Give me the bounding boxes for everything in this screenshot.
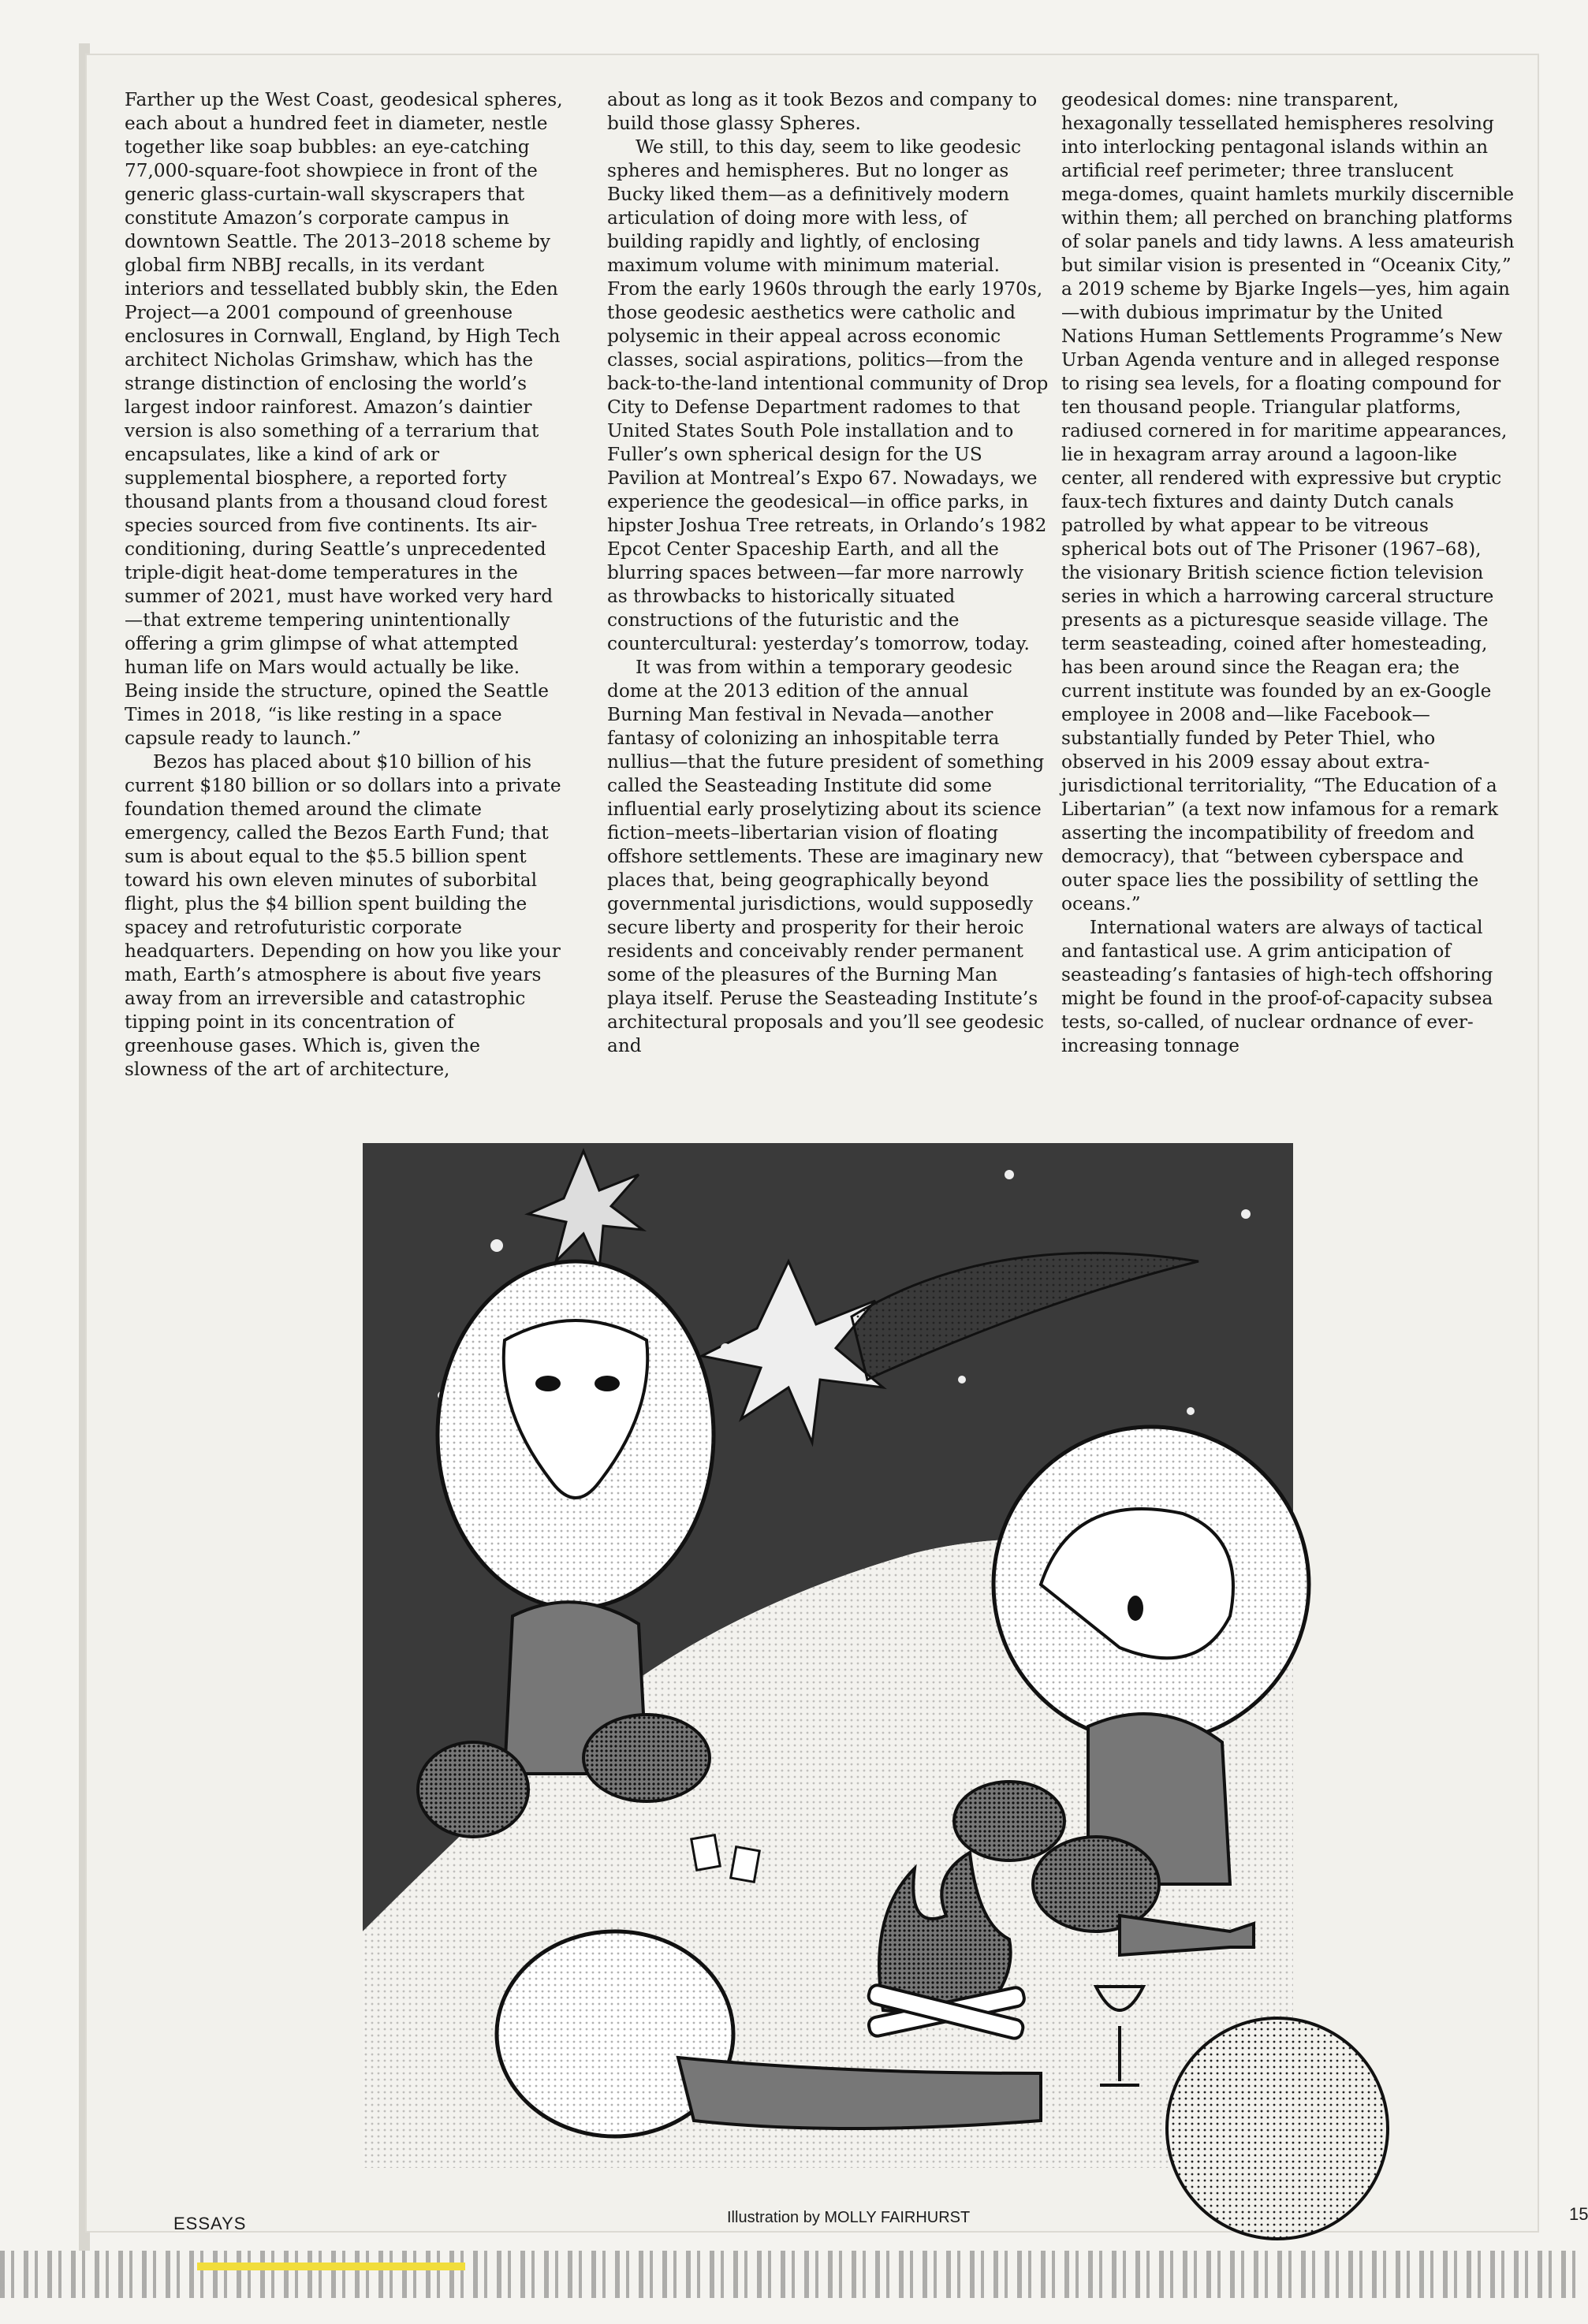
playing-card (731, 1847, 759, 1883)
paragraph: It was from within a temporary geodesic dome at the 2013 edition of the annual Burning Man festival in Nevada—another fantasy of colonizing an inhospitable terra nullius—that the future president of something called the Seasteading Institute did some influential early proselytizing about its science fiction–meets–libertarian vision of floating offshore settlements. These are imaginary new places that, being geographically beyond governmental jurisdictions, would supposedly secure liberty and prosperity for their heroic residents and conceivably render permanent some of the pleasures of the Burning Man playa itself. Peruse the Seasteading Institute’s architectural proposals and you’ll see geodesic and (607, 657, 1045, 1056)
section-label: ESSAYS (173, 2214, 247, 2233)
next-page-edge (0, 2251, 1577, 2298)
page-number: 15 (1569, 2204, 1588, 2224)
planet (1167, 2018, 1388, 2239)
paragraph: Farther up the West Coast, geodesical spheres, each about a hundred feet in diameter, nestle together like soap bubbles: an eye-catching 77,000-square-foot showpiece in front of the generic glass-curtain-wall skyscrapers that constitute Amazon’s corporate campus in downtown Seattle. The 2013–2018 scheme by global firm NBBJ recalls, in its verdant interiors and tessellated bubbly skin, the Eden Project—a 2001 compound of greenhouse enclosures in Cornwall, England, by High Tech architect Nicholas Grimshaw, which has the strange distinction of enclosing the world’s largest indoor rainforest. Amazon’s daintier version is also something of a terrarium that encapsulates, like a kind of ark or supplemental biosphere, a reported forty thousand plants from a thousand cloud forest species sourced from five continents. Its air-conditioning, during Seattle’s unprecedented triple-digit heat-dome temperatures in the summer of 2021, must have worked very hard—that extreme tempering unintentionally offering a grim glimpse of what attempted human life on Mars would actually be like. Being inside the structure, opined the Seattle Times in 2018, “is like resting in a space capsule ready to launch.” (125, 89, 563, 749)
text-column-2 (607, 88, 1049, 1058)
paragraph: International waters are always of tactical and fantastical use. A grim anticipation of seasteading’s fantasies of high-tech offshoring might be found in the proof-of-capacity subsea tests, so-called, of nuclear ordnance of ever-increasing tonnage (1061, 917, 1493, 1056)
paragraph: about as long as it took Bezos and company to build those glassy Spheres. (607, 89, 1038, 134)
magazine-page (87, 55, 1588, 2233)
text-column-3 (1061, 88, 1515, 1058)
paragraph: geodesical domes: nine transparent, hexagonally tessellated hemispheres resolving into interlocking pentagonal islands within an artificial reef perimeter; three translucent mega-domes, quaint hamlets murkily discernible within them; all perched on branching platforms of solar panels and tidy lawns. A less amateurish but similar vision is presented in “Oceanix City,” a 2019 scheme by Bjarke Ingels—yes, him again—with dubious imprimatur by the United Nations Human Settlements Programme’s New Urban Agenda venture and in alleged response to rising sea levels, for a floating compound for ten thousand people. Triangular platforms, radiused cornered in for maritime appearances, lie in hexagram array around a lagoon-like center, all rendered with expressive but cryptic faux-tech fixtures and dainty Dutch canals patrolled by what appear to be vitreous spherical bots out of The Prisoner (1967–68), the visionary British science fiction television series in which a harrowing carceral structure presents as a picturesque seaside village. The term seasteading, coined after homesteading, has been around since the Reagan era; the current institute was founded by an ex-Google employee in 2008 and—like Facebook—substantially funded by Peter Thiel, who observed in his 2009 essay about extra-jurisdictional territoriality, “The Education of a Libertarian” (a text now infamous for a remark asserting the incompatibility of freedom and democracy), that “between cyberspace and outer space lies the possibility of settling the oceans.” (1061, 89, 1515, 914)
paragraph: We still, to this day, seem to like geodesic spheres and hemispheres. But no longer as Bucky liked them—as a definitively modern articulation of doing more with less, of building rapidly and lightly, of enclosing maximum volume with minimum material. From the early 1960s through the early 1970s, those geodesic aesthetics were catholic and polysemic in their appeal across economic classes, social aspirations, politics—from the back-to-the-land intentional community of Drop City to Defense Department radomes to that United States South Pole installation and to Fuller’s own spherical design for the US Pavilion at Montreal’s Expo 67. Nowadays, we experience the geodesical—in office parks, in hipster Joshua Tree retreats, in Orlando’s 1982 Epcot Center Spaceship Earth, and all the blurring spaces between—far more narrowly as throwbacks to historically situated constructions of the futuristic and the countercultural: yesterday’s tomorrow, today. (607, 136, 1049, 654)
next-page-color-band (197, 2263, 465, 2270)
playing-card (691, 1835, 720, 1871)
text-column-1 (125, 88, 566, 1082)
illustration-credit: Illustration by MOLLY FAIRHURST (727, 2209, 971, 2226)
paragraph: Bezos has placed about $10 billion of his current $180 billion or so dollars into a private foundation themed around the climate emergency, called the Bezos Earth Fund; that sum is about equal to the $5.5 billion spent toward his own eleven minutes of suborbital flight, plus the $4 billion spent building the spacey and retrofuturistic corporate headquarters. Depending on how you like your math, Earth’s atmosphere is about five years away from an irreversible and catastrophic tipping point in its concentration of greenhouse gases. Which is, given the slowness of the art of architecture, (125, 751, 561, 1080)
space-mice-illustration (363, 1143, 1545, 2168)
